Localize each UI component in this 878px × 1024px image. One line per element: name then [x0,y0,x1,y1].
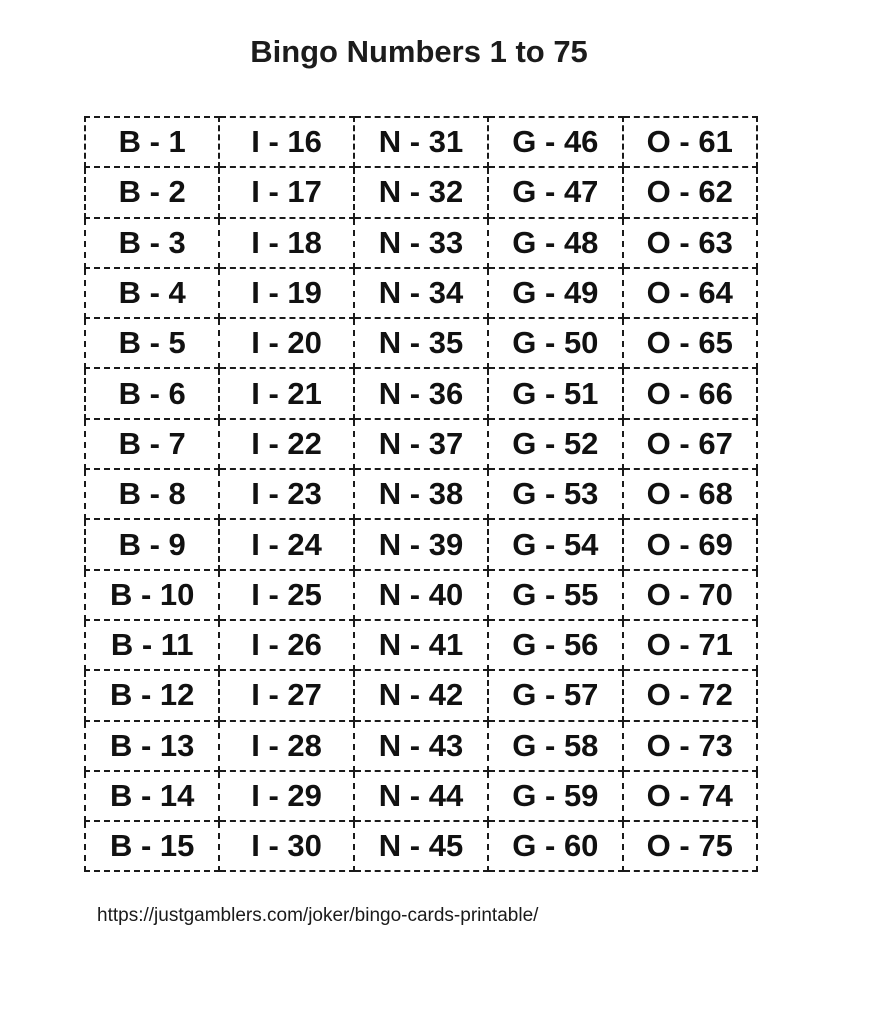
bingo-cell-i: I - 29 [219,771,353,821]
bingo-cell-n: N - 38 [354,469,488,519]
bingo-cell-g: G - 46 [488,117,622,167]
bingo-cell-b: B - 14 [85,771,219,821]
bingo-cell-o: O - 64 [623,268,757,318]
bingo-cell-i: I - 20 [219,318,353,368]
table-row [85,721,757,771]
bingo-cell-b: B - 8 [85,469,219,519]
table-row [85,620,757,670]
bingo-cell-o: O - 68 [623,469,757,519]
bingo-cell-n: N - 42 [354,670,488,720]
bingo-cell-b: B - 1 [85,117,219,167]
bingo-numbers-table [84,116,758,872]
table-row [85,469,757,519]
bingo-cell-n: N - 45 [354,821,488,871]
bingo-cell-b: B - 7 [85,419,219,469]
bingo-cell-i: I - 27 [219,670,353,720]
bingo-cell-o: O - 69 [623,519,757,569]
bingo-cell-b: B - 9 [85,519,219,569]
bingo-cell-n: N - 31 [354,117,488,167]
bingo-cell-o: O - 74 [623,771,757,821]
bingo-cell-o: O - 72 [623,670,757,720]
bingo-cell-g: G - 47 [488,167,622,217]
source-url: https://justgamblers.com/joker/bingo-cards-printable/ [97,905,539,926]
bingo-cell-g: G - 55 [488,570,622,620]
table-row [85,117,757,167]
bingo-cell-o: O - 73 [623,721,757,771]
bingo-cell-i: I - 30 [219,821,353,871]
table-row [85,821,757,871]
bingo-cell-i: I - 24 [219,519,353,569]
bingo-cell-i: I - 26 [219,620,353,670]
bingo-cell-i: I - 16 [219,117,353,167]
bingo-cell-b: B - 4 [85,268,219,318]
bingo-cell-b: B - 5 [85,318,219,368]
bingo-cell-g: G - 58 [488,721,622,771]
bingo-cell-i: I - 19 [219,268,353,318]
bingo-cell-b: B - 3 [85,218,219,268]
bingo-cell-n: N - 40 [354,570,488,620]
bingo-cell-i: I - 21 [219,368,353,418]
table-row [85,771,757,821]
bingo-cell-b: B - 10 [85,570,219,620]
bingo-cell-b: B - 13 [85,721,219,771]
bingo-cell-g: G - 60 [488,821,622,871]
bingo-cell-o: O - 62 [623,167,757,217]
bingo-cell-o: O - 67 [623,419,757,469]
bingo-cell-i: I - 28 [219,721,353,771]
bingo-cell-n: N - 41 [354,620,488,670]
table-row [85,167,757,217]
bingo-cell-o: O - 63 [623,218,757,268]
bingo-cell-g: G - 53 [488,469,622,519]
bingo-cell-o: O - 71 [623,620,757,670]
bingo-cell-g: G - 51 [488,368,622,418]
bingo-cell-n: N - 39 [354,519,488,569]
bingo-cell-n: N - 34 [354,268,488,318]
bingo-cell-o: O - 70 [623,570,757,620]
bingo-cell-o: O - 61 [623,117,757,167]
bingo-cell-n: N - 33 [354,218,488,268]
table-row [85,268,757,318]
table-row [85,570,757,620]
table-row [85,670,757,720]
bingo-cell-g: G - 50 [488,318,622,368]
table-row [85,368,757,418]
bingo-cell-b: B - 6 [85,368,219,418]
bingo-cell-n: N - 37 [354,419,488,469]
bingo-cell-n: N - 36 [354,368,488,418]
bingo-cell-o: O - 65 [623,318,757,368]
table-row [85,519,757,569]
bingo-cell-g: G - 56 [488,620,622,670]
bingo-cell-i: I - 22 [219,419,353,469]
bingo-cell-g: G - 57 [488,670,622,720]
bingo-cell-g: G - 59 [488,771,622,821]
table-row [85,419,757,469]
bingo-cell-n: N - 44 [354,771,488,821]
bingo-cell-g: G - 52 [488,419,622,469]
page-title: Bingo Numbers 1 to 75 [250,34,588,69]
bingo-cell-b: B - 11 [85,620,219,670]
bingo-cell-b: B - 12 [85,670,219,720]
bingo-cell-b: B - 15 [85,821,219,871]
bingo-cell-i: I - 25 [219,570,353,620]
bingo-cell-o: O - 75 [623,821,757,871]
table-row [85,318,757,368]
bingo-cell-g: G - 54 [488,519,622,569]
bingo-cell-i: I - 17 [219,167,353,217]
bingo-cell-n: N - 43 [354,721,488,771]
bingo-cell-i: I - 23 [219,469,353,519]
bingo-cell-b: B - 2 [85,167,219,217]
bingo-cell-i: I - 18 [219,218,353,268]
table-row [85,218,757,268]
bingo-cell-n: N - 32 [354,167,488,217]
bingo-cell-g: G - 48 [488,218,622,268]
bingo-cell-o: O - 66 [623,368,757,418]
bingo-cell-n: N - 35 [354,318,488,368]
bingo-cell-g: G - 49 [488,268,622,318]
